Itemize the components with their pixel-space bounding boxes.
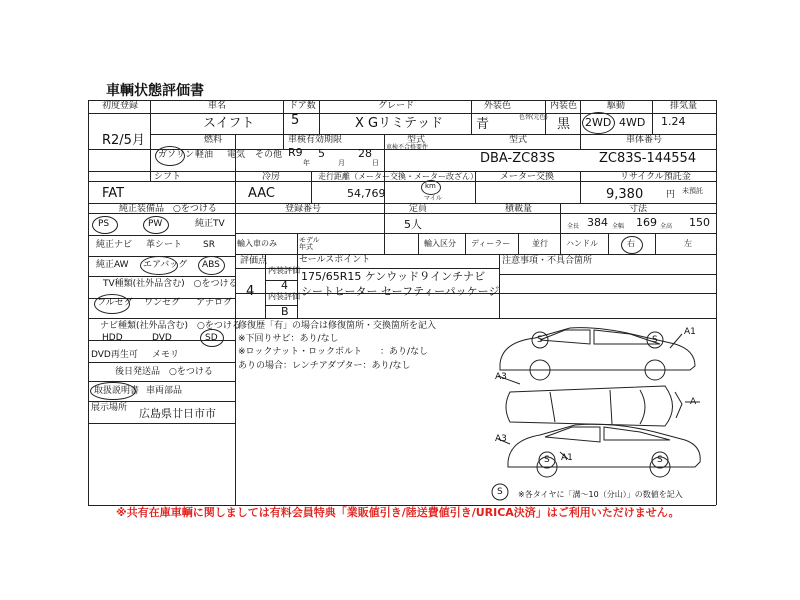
label-import-type: 輸入区分 — [424, 239, 456, 248]
value-score: 4 — [246, 284, 255, 299]
value-capacity: 5人 — [404, 218, 422, 231]
label-doors: ドア数 — [289, 101, 316, 111]
value-exterior-score: B — [281, 305, 289, 318]
mark-tire-top-left: S — [537, 335, 543, 345]
mark-tire-bottom-left: S — [544, 455, 550, 465]
label-shift: シフト — [154, 172, 182, 182]
equip-ps: PS — [98, 219, 110, 229]
value-body-number: ZC83S-144554 — [599, 151, 697, 166]
label-equipment: 純正装備品 ○をつける — [119, 204, 217, 214]
value-width: 169 — [636, 216, 657, 229]
after-manual: 取扱説明書 — [94, 386, 140, 396]
value-interior-score: 4 — [281, 279, 288, 292]
fuel-option-electric: 電気 — [227, 150, 246, 160]
mark-tire-top-right: S — [652, 335, 658, 345]
label-handle: ハンドル — [566, 239, 598, 248]
label-grade: グレード — [378, 101, 415, 111]
value-car-name: スイフト — [203, 116, 255, 131]
dim-height-label: 全高 — [660, 223, 673, 230]
exterior-color-note: 色替(元色) — [519, 114, 548, 121]
history-wrench: ありの場合：レンチアダプター：あり/なし — [238, 361, 411, 371]
inspection-day-label: 日 — [372, 159, 379, 167]
value-grade: X Gリミテッド — [355, 116, 444, 131]
fuel-option-diesel: 軽油 — [195, 150, 214, 160]
label-load: 積載量 — [505, 204, 533, 214]
label-meter-exchange: メーター交換 — [500, 172, 555, 182]
value-exterior-color: 青 — [476, 117, 490, 132]
import-parallel: 並行 — [532, 239, 548, 248]
label-model-year: モデル年式 — [299, 236, 320, 251]
value-recycle: 9,380 — [606, 187, 644, 202]
equip-pw: PW — [148, 219, 163, 229]
car-top-view — [506, 386, 682, 426]
notice-text: ※共有在庫車輌に関しましては有料会員特典「業販値引き/陸送費値引き/URICA決済」はご利用いただけません。 — [116, 506, 680, 519]
car-diagram — [490, 322, 716, 505]
handle-right: 右 — [627, 239, 635, 248]
damage-label-a-right: A — [690, 397, 697, 407]
navi-dvd-playback: DVD再生可 — [91, 350, 138, 360]
history-locknut: ※ロックナット・ロックボルト ：あり/なし — [238, 347, 429, 357]
value-display-location: 広島県廿日市市 — [139, 407, 216, 420]
value-doors: 5 — [291, 113, 300, 128]
equip-navi: 純正ナビ — [96, 240, 133, 250]
value-aircon: AAC — [248, 186, 275, 201]
damage-label-a1-top: A1 — [684, 327, 696, 337]
recycle-unit: 円 — [666, 190, 676, 200]
label-inspection: 車検有効期限 — [288, 135, 343, 145]
label-dimensions: 寸法 — [629, 204, 648, 214]
label-tv-type: TV種類(社外品含む) ○をつける — [103, 279, 238, 289]
value-model: DBA-ZC83S — [480, 151, 556, 166]
label-first-registration: 初度登録 — [102, 101, 139, 111]
tv-oneseg: ワンセグ — [144, 298, 181, 308]
label-after-delivery: 後日発送品 ○をつける — [115, 367, 213, 377]
navi-memory: メモリ — [152, 350, 180, 360]
tv-fullseg: フルセグ — [97, 298, 133, 308]
recycle-note: 未預託 — [682, 187, 703, 195]
equip-abs: ABS — [202, 260, 220, 270]
label-import-only: 輸入車のみ — [237, 239, 277, 248]
sales-point-line1: 175/65R15 ケンウッド９インチナビ — [301, 270, 486, 283]
damage-label-a3-lower: A3 — [495, 434, 507, 444]
label-display-location: 展示場所 — [91, 403, 128, 413]
value-mileage: 54,769 — [347, 187, 386, 200]
navi-hdd: HDD — [102, 333, 123, 343]
value-shift: FAT — [102, 186, 125, 201]
tire-depth-markers — [492, 332, 668, 500]
inspection-month-label: 月 — [338, 159, 345, 167]
inspection-note: 車検不合格要件 — [386, 144, 429, 151]
mark-tire-bottom-right: S — [657, 455, 663, 465]
sales-point-line2: シートヒーター セーフティーパッケージ — [301, 285, 500, 298]
value-length: 384 — [587, 216, 608, 229]
value-drive-2wd: 2WD — [585, 116, 612, 129]
mileage-unit-mile: マイル — [424, 195, 442, 202]
label-fuel: 燃料 — [204, 135, 223, 145]
navi-dvd: DVD — [152, 333, 172, 343]
navi-sd: SD — [205, 333, 218, 343]
value-interior-color: 黒 — [557, 117, 571, 132]
tire-note: ※各タイヤに「溝～10（分山）」の数値を記入 — [518, 490, 683, 499]
label-displacement: 排気量 — [670, 101, 698, 111]
equip-leather: 革シート — [146, 240, 183, 250]
import-dealer: ディーラー — [471, 239, 511, 248]
value-displacement: 1.24 — [661, 115, 686, 128]
tv-analog: アナログ — [196, 298, 233, 308]
label-repair-history: 修復歴「有」の場合は修復箇所・交換箇所を記入 — [238, 321, 437, 331]
equip-airbag: エアバッグ — [143, 260, 188, 270]
car-side-view-top — [500, 328, 695, 380]
value-height: 150 — [689, 216, 710, 229]
label-interior-color: 内装色 — [550, 101, 578, 111]
label-exterior-color: 外装色 — [484, 101, 512, 111]
fuel-option-other: その他 — [255, 150, 283, 160]
label-sales-point: セールスポイント — [299, 255, 371, 265]
label-body-type: 型式 — [407, 135, 426, 145]
document-title: 車輌状態評価書 — [106, 83, 204, 99]
label-recycle: リサイクル預託金 — [620, 172, 691, 182]
dim-width-label: 全幅 — [612, 223, 625, 230]
label-score: 評価点 — [240, 256, 268, 266]
value-inspection-month: 5 — [318, 147, 325, 160]
equip-tv: 純正TV — [195, 219, 225, 229]
mark-tire-legend: S — [497, 487, 503, 497]
fuel-option-gasoline: ガソリン — [158, 150, 195, 160]
value-inspection-day: 28 — [358, 147, 372, 160]
equip-aw: 純正AW — [96, 260, 129, 270]
car-side-view-bottom — [508, 424, 700, 477]
inspection-year-label: 年 — [303, 159, 310, 167]
dim-length-label: 全長 — [567, 223, 580, 230]
label-mileage: 走行距離（メーター交換・メーター改ざん） — [318, 172, 478, 181]
after-parts: 車両部品 — [146, 386, 183, 396]
value-inspection-era: R9 — [288, 146, 303, 159]
damage-label-a1-lower: A1 — [561, 453, 573, 463]
label-body-number: 車体番号 — [626, 135, 663, 145]
label-car-name: 車名 — [208, 101, 227, 111]
value-first-registration: R2/5月 — [102, 133, 145, 148]
label-notes: 注意事項・不具合箇所 — [502, 256, 593, 266]
label-navi-type: ナビ種類(社外品含む) ○をつける — [100, 321, 241, 331]
mileage-unit-km: km — [425, 182, 436, 190]
label-model: 型式 — [509, 135, 528, 145]
label-drive: 駆動 — [607, 101, 626, 111]
damage-label-a3-left: A3 — [495, 372, 507, 382]
history-rust: ※下回りサビ：あり/なし — [238, 334, 339, 344]
label-exterior-score: 内装評価 — [268, 292, 300, 301]
handle-left: 左 — [684, 239, 692, 248]
label-aircon: 冷房 — [262, 172, 281, 182]
value-drive-4wd: 4WD — [619, 116, 646, 129]
label-interior-score: 内装評価 — [268, 266, 300, 275]
label-reg-number: 登録番号 — [285, 204, 322, 214]
label-capacity: 定員 — [409, 204, 428, 214]
equip-sunroof: SR — [203, 240, 215, 250]
